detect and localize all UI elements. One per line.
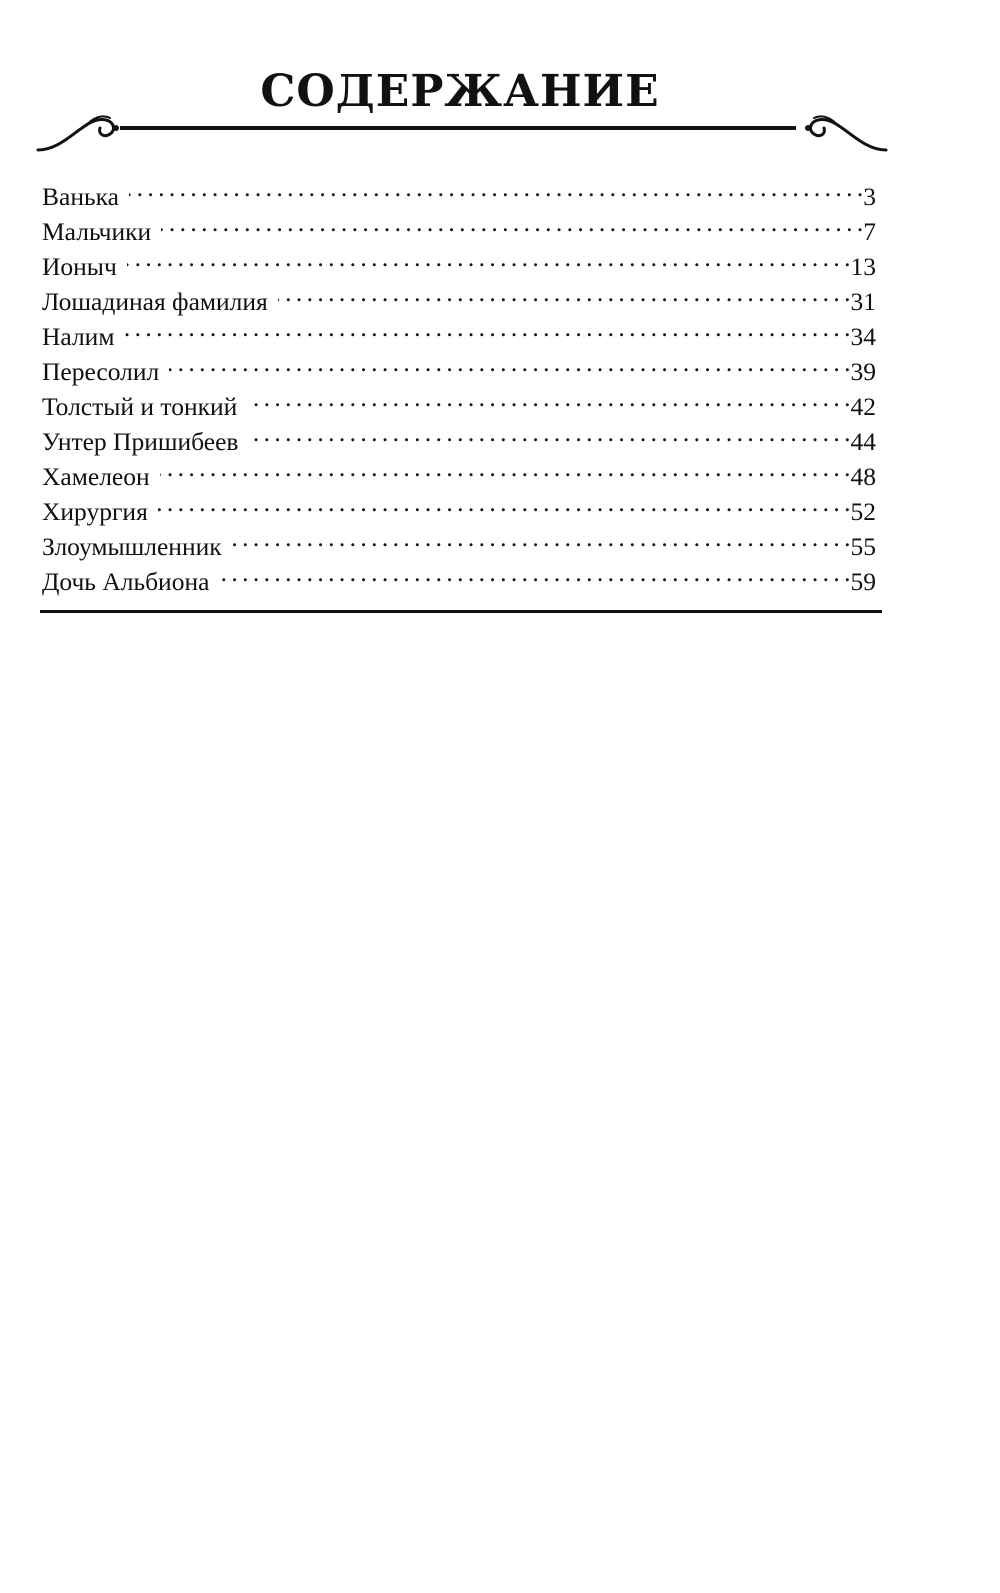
toc-entry-page: 55 — [850, 532, 876, 561]
toc-entry-page: 42 — [850, 392, 876, 421]
toc-entry-title: Налим — [42, 322, 115, 351]
toc-entry-title: Унтер Пришибеев — [42, 427, 239, 456]
toc-entry-page: 34 — [850, 322, 876, 351]
toc-entry-title: Злоумышленник — [42, 532, 222, 561]
toc-entry-malchiki[interactable] — [42, 205, 876, 246]
toc-entry-page: 44 — [850, 427, 876, 456]
dot-leader — [219, 555, 850, 590]
toc-entry-page: 3 — [863, 182, 876, 211]
dot-leader — [158, 485, 851, 520]
toc-entry-page: 13 — [850, 252, 876, 281]
toc-entry-title: Толстый и тонкий — [42, 392, 238, 421]
toc-entry-khirurgiya[interactable] — [42, 485, 876, 526]
title-ornament-icon — [36, 106, 888, 154]
toc-entry-page: 7 — [863, 217, 876, 246]
toc-entry-khameleon[interactable] — [42, 450, 876, 491]
dot-leader — [160, 450, 851, 485]
toc-entry-title: Хамелеон — [42, 462, 150, 491]
toc-entry-title: Ионыч — [42, 252, 117, 281]
toc-entry-title: Ванька — [42, 182, 119, 211]
dot-leader — [247, 380, 850, 415]
toc-entry-loshadinaya-familiya[interactable] — [42, 275, 876, 316]
toc-entry-nalim[interactable] — [42, 310, 876, 351]
toc-entry-vanka[interactable] — [42, 170, 876, 211]
dot-leader — [248, 415, 850, 450]
page-title: СОДЕРЖАНИЕ — [260, 66, 660, 117]
toc-entry-page: 52 — [850, 497, 876, 526]
toc-entry-page: 39 — [850, 357, 876, 386]
dot-leader — [278, 275, 851, 310]
dot-leader — [129, 170, 863, 205]
toc-entry-page: 31 — [850, 287, 876, 316]
toc-entry-title: Лошадиная фамилия — [42, 287, 268, 316]
toc-list — [42, 170, 876, 596]
toc-entry-page: 59 — [850, 567, 876, 596]
dot-leader — [124, 310, 850, 345]
dot-leader — [127, 240, 851, 275]
toc-entry-ionych[interactable] — [42, 240, 876, 281]
dot-leader — [232, 520, 851, 555]
bottom-rule-divider — [40, 610, 882, 613]
toc-entry-title: Пересолил — [42, 357, 160, 386]
toc-entry-title: Хирургия — [42, 497, 148, 526]
dot-leader — [169, 345, 850, 380]
toc-entry-zloumyshlennik[interactable] — [42, 520, 876, 561]
toc-entry-peresolil[interactable] — [42, 345, 876, 386]
toc-entry-title: Мальчики — [42, 217, 152, 246]
dot-leader — [161, 205, 863, 240]
toc-entry-page: 48 — [850, 462, 876, 491]
toc-entry-title: Дочь Альбиона — [42, 567, 210, 596]
